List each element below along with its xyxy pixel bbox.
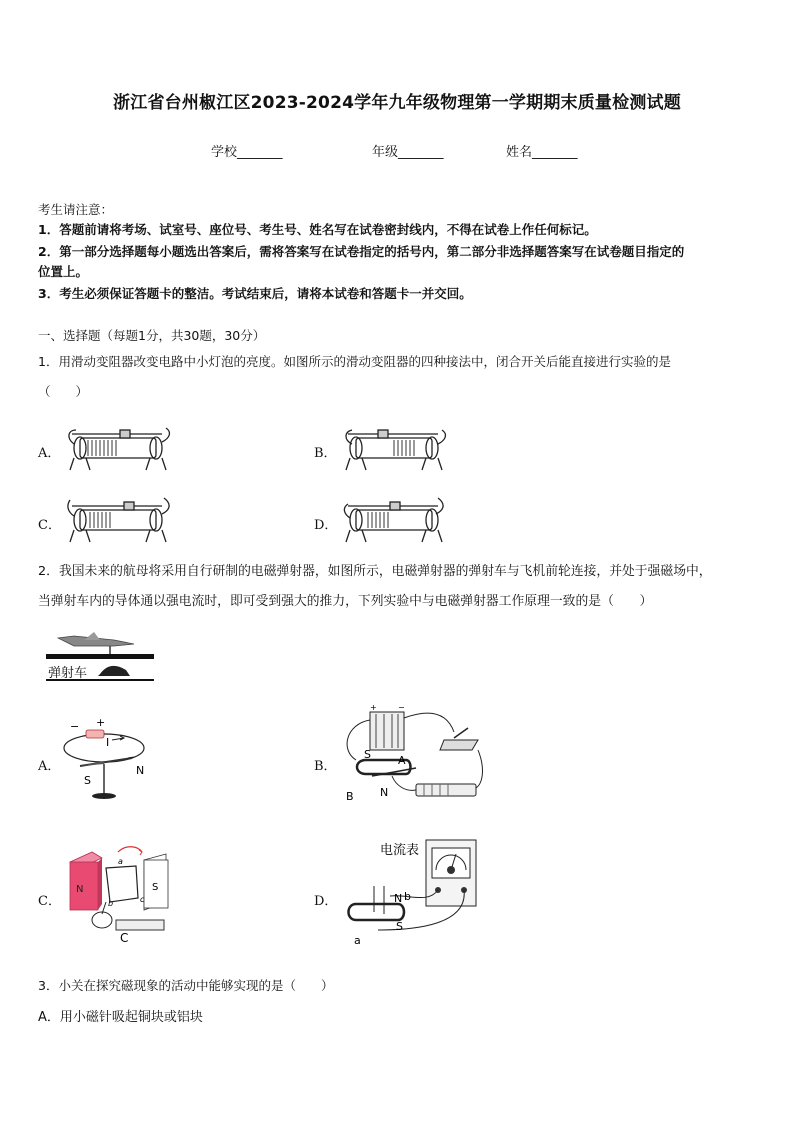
figure-d-galvanometer [338,834,490,952]
galvanometer-label: 电流表 [380,843,420,858]
figure-a-minus-label: − [70,720,80,733]
option-b-label: B． [314,759,337,774]
catapult-label: 弹射车 [48,666,88,681]
figure-d-n-label: N [394,892,403,905]
notice-heading: 考生请注意： [38,202,114,217]
figure-c-a-label: a [118,857,123,866]
notice-item: 1．答题前请将考场、试室号、座位号、考生号、姓名写在试卷密封线内，不得在试卷上作任何标记。 [38,222,597,237]
figure-c-b-label: b [108,899,114,908]
question-3-option-a: A．用小磁针吸起铜块或铝块 [38,1010,203,1025]
figure-d-s-label: S [396,920,403,933]
question-2-stem-line1: 2．我国未来的航母将采用自行研制的电磁弹射器，如图所示，电磁弹射器的弹射车与飞机前轮连接，并处于强磁场中， [38,564,712,579]
figure-a-current-label: I [106,736,110,749]
figure-b-circuit [336,700,492,810]
figure-a-compass [58,714,158,806]
option-d-label: D． [314,518,338,533]
option-a-label: A． [38,446,61,461]
school-field: 学校_______ [211,145,283,160]
option-b-label: B． [314,446,337,461]
figure-a-s-label: S [84,774,91,787]
option-c-label: C． [38,518,61,533]
figure-b-s-label: S [364,748,371,761]
question-2-stem-line2: 当弹射车内的导体通以强电流时，即可受到强大的推力，下列实验中与电磁弹射器工作原理一致的是（ ） [38,594,653,609]
name-field: 姓名_______ [506,145,578,160]
question-1-paren: （ ） [38,384,89,399]
rheostat-figure-d [338,494,450,548]
figure-c-c-label: c [140,895,145,904]
option-a-label: A． [38,759,61,774]
figure-b-minus-label: − [398,703,405,712]
rheostat-figure-c [62,496,174,548]
rheostat-figure-b [338,424,450,476]
figure-b-b-label: B [346,790,354,803]
figure-c-s-label: S [152,882,159,893]
figure-b-a-label: A [398,754,406,767]
figure-a-plus-label: + [96,716,106,729]
figure-c-generator [62,838,180,944]
notice-item: 3．考生必须保证答题卡的整洁。考试结束后，请将本试卷和答题卡一并交回。 [38,286,472,301]
figure-b-plus-label: + [370,703,377,712]
notice-item: 位置上。 [38,264,89,279]
grade-field: 年级_______ [372,145,444,160]
figure-c-big-c-label: C [120,931,129,944]
figure-a-n-label: N [136,764,145,777]
notice-item: 2．第一部分选择题每小题选出答案后，需将答案写在试卷指定的括号内，第二部分非选择题答案写在试卷题目指定的 [38,244,685,259]
figure-c-n-label: N [76,884,84,895]
option-d-label: D． [314,894,338,909]
question-1-stem: 1．用滑动变阻器改变电路中小灯泡的亮度。如图所示的滑动变阻器的四种接法中，闭合开关后能直接进行实验的是 [38,354,671,369]
figure-b-n-label: N [380,786,389,799]
figure-d-b-label: b [404,890,411,903]
rheostat-figure-a [62,424,174,476]
section-heading: 一、选择题（每题1分，共30题，30分） [38,328,266,343]
question-3-stem: 3．小关在探究磁现象的活动中能够实现的是（ ） [38,978,334,993]
figure-d-a-label: a [354,934,361,947]
option-c-label: C． [38,894,61,909]
page-title: 浙江省台州椒江区2023-2024学年九年级物理第一学期期末质量检测试题 [113,93,681,113]
